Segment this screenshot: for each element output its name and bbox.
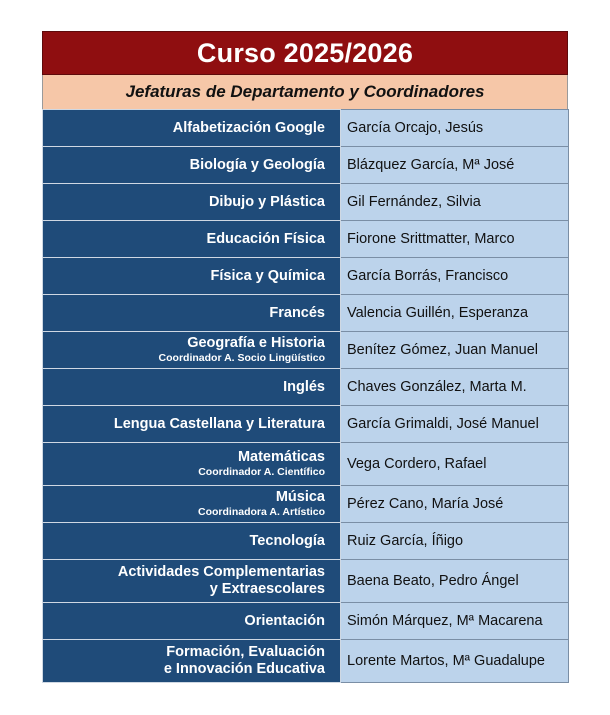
coordinator-label: Coordinador A. Científico: [198, 466, 325, 478]
department-cell: [43, 443, 341, 486]
department-cell: [43, 184, 341, 221]
table-row: [43, 332, 569, 369]
department-cell: [43, 603, 341, 640]
page-subtitle: Jefaturas de Departamento y Coordinadores: [42, 75, 568, 109]
department-cell: [43, 406, 341, 443]
table-row: [43, 560, 569, 603]
page-title: Curso 2025/2026: [42, 31, 568, 75]
department-cell: [43, 332, 341, 369]
person-name: Chaves González, Marta M.: [341, 369, 569, 406]
department-name: Francés: [269, 304, 325, 321]
person-name: Valencia Guillén, Esperanza: [341, 295, 569, 332]
department-cell: [43, 147, 341, 184]
table-row: [43, 184, 569, 221]
table-row: [43, 406, 569, 443]
table-row: [43, 486, 569, 523]
department-name: Física y Química: [210, 267, 325, 284]
person-name: García Grimaldi, José Manuel: [341, 406, 569, 443]
department-name: Orientación: [244, 612, 325, 629]
table-row: [43, 221, 569, 258]
department-cell: [43, 258, 341, 295]
person-name: Ruiz García, Íñigo: [341, 523, 569, 560]
heads-table: [42, 109, 569, 683]
department-name: Matemáticas: [237, 449, 325, 465]
department-cell: [43, 560, 341, 603]
department-cell: [43, 295, 341, 332]
person-name: Simón Márquez, Mª Macarena: [341, 603, 569, 640]
department-cell: [43, 369, 341, 406]
department-name: Educación Física: [206, 230, 325, 247]
person-name: Vega Cordero, Rafael: [341, 443, 569, 486]
person-name: Benítez Gómez, Juan Manuel: [341, 332, 569, 369]
table-row: [43, 603, 569, 640]
table-row: [43, 369, 569, 406]
department-name: Biología y Geología: [189, 156, 325, 173]
person-name: Lorente Martos, Mª Guadalupe: [341, 640, 569, 683]
table-row: [43, 523, 569, 560]
department-cell: [43, 640, 341, 683]
department-name: y Extraescolares: [209, 581, 325, 597]
department-cell: [43, 523, 341, 560]
department-cell: [43, 110, 341, 147]
coordinator-label: Coordinador A. Socio Lingüístico: [158, 352, 325, 364]
person-name: Gil Fernández, Silvia: [341, 184, 569, 221]
coordinator-label: Coordinadora A. Artístico: [198, 506, 325, 518]
department-name: Tecnología: [249, 532, 325, 549]
department-name: Inglés: [283, 378, 325, 395]
department-name: Alfabetización Google: [172, 119, 325, 136]
department-heads-table: [42, 31, 568, 683]
person-name: Fiorone Srittmatter, Marco: [341, 221, 569, 258]
table-body: [43, 110, 569, 683]
department-name: e Innovación Educativa: [163, 661, 325, 677]
department-name: Geografía e Historia: [187, 335, 325, 351]
table-row: [43, 147, 569, 184]
person-name: García Borrás, Francisco: [341, 258, 569, 295]
table-row: [43, 110, 569, 147]
person-name: Baena Beato, Pedro Ángel: [341, 560, 569, 603]
person-name: Blázquez García, Mª José: [341, 147, 569, 184]
department-name: Dibujo y Plástica: [208, 193, 325, 210]
table-row: [43, 295, 569, 332]
department-cell: [43, 486, 341, 523]
department-cell: [43, 221, 341, 258]
person-name: García Orcajo, Jesús: [341, 110, 569, 147]
department-name: Formación, Evaluación: [166, 644, 325, 660]
table-row: [43, 640, 569, 683]
department-name: Lengua Castellana y Literatura: [113, 415, 325, 432]
person-name: Pérez Cano, María José: [341, 486, 569, 523]
department-name: Música: [275, 489, 325, 505]
table-row: [43, 258, 569, 295]
department-name: Actividades Complementarias: [117, 564, 325, 580]
table-row: [43, 443, 569, 486]
